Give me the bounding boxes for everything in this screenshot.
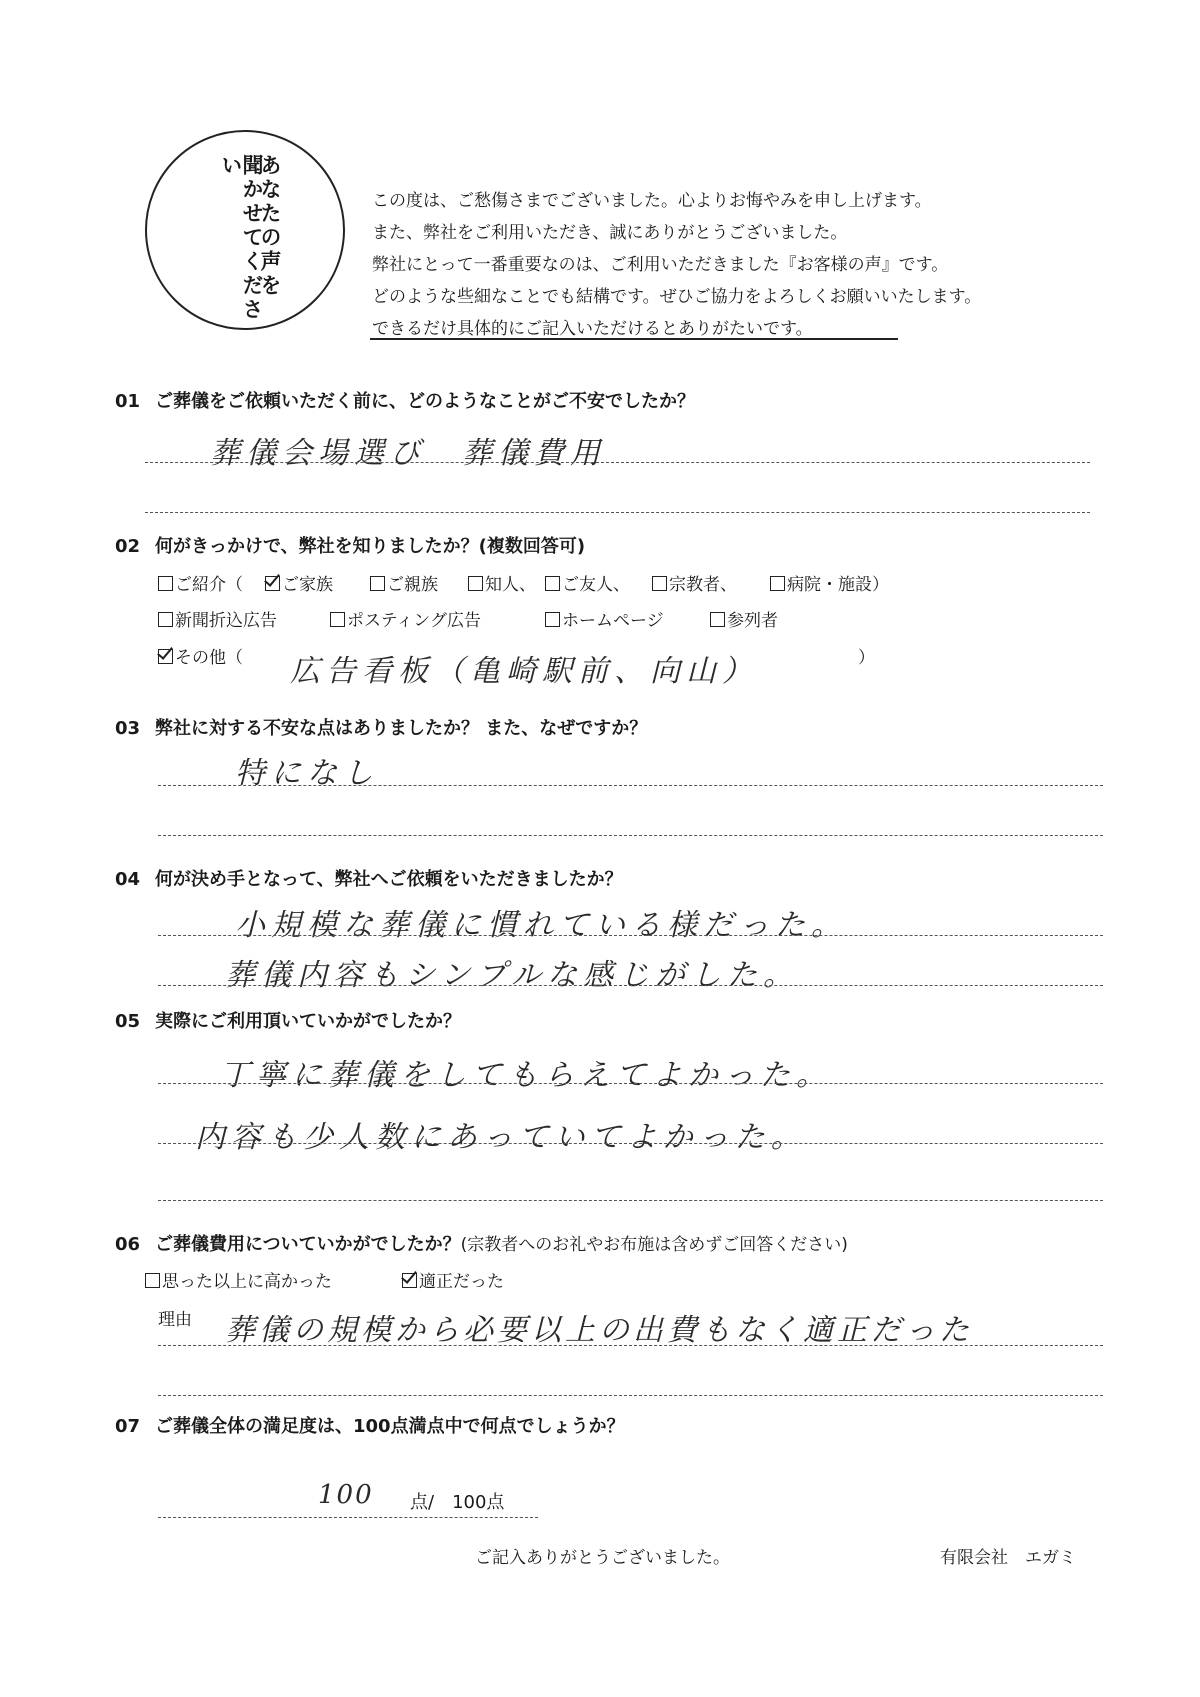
- checkbox[interactable]: [145, 1273, 160, 1288]
- question-number: 05: [115, 1011, 141, 1032]
- score-line: [158, 1517, 538, 1518]
- checkbox[interactable]: [158, 576, 173, 591]
- question-text: ご葬儀をご依頼いただく前に、どのようなことがご不安でしたか？: [155, 391, 695, 412]
- score-value[interactable]: 100: [318, 1480, 374, 1510]
- question-number: 01: [115, 391, 141, 412]
- option-expensive[interactable]: [145, 1267, 332, 1292]
- option-label: ポスティング広告: [347, 611, 481, 631]
- option-label: 参列者: [727, 611, 778, 631]
- checkbox[interactable]: [710, 612, 725, 627]
- question-number: 03: [115, 718, 141, 739]
- question-number: 07: [115, 1416, 141, 1437]
- footer-company: 有限会社 エガミ: [940, 1548, 1076, 1568]
- question-01: [115, 387, 695, 413]
- option-introduction[interactable]: [158, 570, 243, 595]
- checkbox[interactable]: [652, 576, 667, 591]
- option-posting[interactable]: [330, 606, 481, 631]
- badge-line-1: あなたの声を: [258, 154, 282, 298]
- question-text: ご葬儀全体の満足度は、100点満点中で何点でしょうか？: [155, 1416, 625, 1437]
- option-newspaper[interactable]: [158, 606, 277, 631]
- checkbox[interactable]: [545, 612, 560, 627]
- checkbox[interactable]: [770, 576, 785, 591]
- answer-01[interactable]: 葬儀会場選び 葬儀費用: [210, 436, 606, 471]
- option-homepage[interactable]: [545, 606, 664, 631]
- question-text: 何が決め手となって、弊社へご依頼をいただきましたか？: [155, 869, 623, 890]
- checkbox[interactable]: [545, 576, 560, 591]
- answer-line: [158, 935, 1103, 936]
- option-label: ご友人、: [562, 575, 630, 595]
- option-label: 適正だった: [419, 1272, 504, 1292]
- option-label: 思った以上に高かった: [162, 1272, 332, 1292]
- checkbox-checked[interactable]: [402, 1273, 417, 1288]
- intro-line-3: 弊社にとって一番重要なのは、ご利用いただきました『お客様の声』です。: [372, 255, 949, 275]
- checkbox[interactable]: [158, 612, 173, 627]
- answer-line: [145, 462, 1090, 463]
- question-text: ご葬儀費用についていかがでしたか？: [155, 1234, 461, 1255]
- option-friend[interactable]: [545, 570, 630, 595]
- score-suffix: 点/ 100点: [410, 1492, 505, 1513]
- question-number: 04: [115, 869, 141, 890]
- question-note: (宗教者へのお礼やお布施は含めずご回答ください): [460, 1235, 848, 1255]
- question-text: 弊社に対する不安な点はありましたか？ また、なぜですか？: [155, 718, 648, 739]
- option-label: その他（: [175, 648, 243, 668]
- answer-05-line-2[interactable]: 内容も少人数にあっていてよかった。: [195, 1120, 807, 1155]
- option-relatives[interactable]: [370, 570, 438, 595]
- option-religious[interactable]: [652, 570, 737, 595]
- question-text: 実際にご利用頂いていかがでしたか？: [155, 1011, 461, 1032]
- option-label: ご家族: [282, 575, 333, 595]
- option-acquaintance[interactable]: [468, 570, 536, 595]
- intro-line-5: できるだけ具体的にご記入いただけるとありがたいです。: [372, 319, 813, 339]
- option-family[interactable]: [265, 570, 333, 595]
- question-number: 06: [115, 1234, 141, 1255]
- answer-line: [158, 985, 1103, 986]
- question-number: 02: [115, 536, 141, 557]
- answer-04-line-2[interactable]: 葬儀内容もシンプルな感じがした。: [225, 958, 800, 993]
- option-label: ホームページ: [562, 611, 664, 631]
- intro-line-2: また、弊社をご利用いただき、誠にありがとうございました。: [372, 223, 848, 243]
- answer-line: [158, 1345, 1103, 1346]
- answer-line: [158, 785, 1103, 786]
- reason-label: 理由: [158, 1310, 192, 1330]
- option-other[interactable]: [158, 643, 243, 668]
- option-label: 知人、: [485, 575, 536, 595]
- footer-thanks: ご記入ありがとうございました。: [475, 1548, 730, 1568]
- answer-line: [158, 1200, 1103, 1201]
- answer-05-line-1[interactable]: 丁寧に葬儀をしてもらえてよかった。: [220, 1058, 832, 1093]
- question-05: [115, 1007, 461, 1033]
- other-close-paren: ）: [858, 648, 875, 668]
- answer-04-line-1[interactable]: 小規模な葬儀に慣れている様だった。: [235, 908, 847, 943]
- option-reasonable[interactable]: [402, 1267, 504, 1292]
- voice-badge: [145, 130, 345, 330]
- checkbox-checked[interactable]: [265, 576, 280, 591]
- question-02: [115, 532, 585, 558]
- option-label: ご紹介（: [175, 575, 243, 595]
- answer-line: [158, 1083, 1103, 1084]
- answer-line: [158, 1143, 1103, 1144]
- question-06: [115, 1230, 848, 1256]
- option-label: ご親族: [387, 575, 438, 595]
- answer-line: [158, 1395, 1103, 1396]
- question-07: [115, 1412, 625, 1438]
- option-label: 新聞折込広告: [175, 611, 277, 631]
- answer-06-reason[interactable]: 葬儀の規模から必要以上の出費もなく適正だった: [225, 1313, 973, 1348]
- checkbox[interactable]: [370, 576, 385, 591]
- answer-line: [145, 512, 1090, 513]
- option-label: 宗教者、: [669, 575, 737, 595]
- checkbox-checked[interactable]: [158, 649, 173, 664]
- option-label: 病院・施設）: [787, 575, 889, 595]
- badge-line-2: 聞かせてください: [219, 154, 264, 322]
- question-note: (複数回答可): [478, 536, 586, 557]
- answer-line: [158, 835, 1103, 836]
- checkbox[interactable]: [468, 576, 483, 591]
- answer-02-other[interactable]: 広告看板（亀崎駅前、向山）: [290, 654, 758, 689]
- answer-03[interactable]: 特になし: [235, 756, 379, 791]
- intro-underline: [370, 338, 898, 340]
- option-hospital[interactable]: [770, 570, 889, 595]
- intro-line-1: この度は、ご愁傷さまでございました。心よりお悔やみを申し上げます。: [372, 191, 932, 211]
- checkbox[interactable]: [330, 612, 345, 627]
- question-text: 何がきっかけで、弊社を知りましたか？: [155, 536, 479, 557]
- intro-line-4: どのような些細なことでも結構です。ぜひご協力をよろしくお願いいたします。: [372, 287, 982, 307]
- question-04: [115, 865, 623, 891]
- question-03: [115, 714, 647, 740]
- option-attendee[interactable]: [710, 606, 778, 631]
